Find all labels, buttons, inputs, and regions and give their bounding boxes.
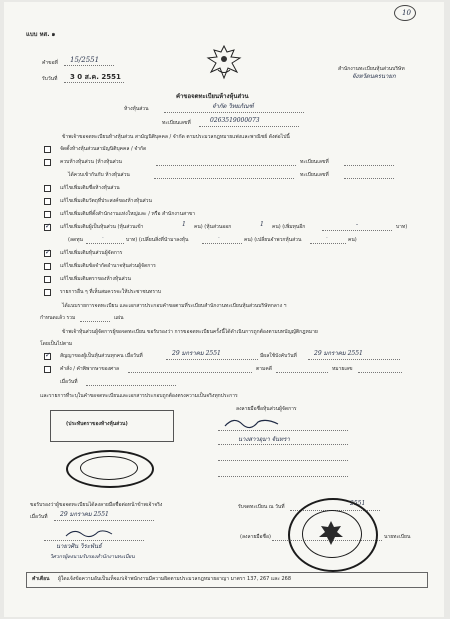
reg-no-value: 0263519000073 (210, 117, 260, 124)
option-1-checkbox[interactable] (44, 159, 51, 166)
sub-line-dots1 (86, 243, 124, 244)
corner-number: 10 (402, 9, 411, 17)
court-label: คำสั่ง / คำพิพากษาของศาล (60, 366, 120, 372)
sub-line-dots2 (202, 243, 242, 244)
option-10-checkbox[interactable] (44, 289, 51, 296)
received-line (64, 82, 124, 83)
option-4-label: แก้ไขเพิ่มเติมวัตถุที่ประสงค์ของห้างหุ้นส่วน (60, 198, 152, 204)
option-6-out-value: 1 (260, 221, 264, 228)
doc-no-line (64, 65, 114, 66)
form-page (4, 2, 444, 617)
option-4-checkbox[interactable] (44, 198, 51, 205)
contract-checkbox[interactable] (44, 353, 51, 360)
signature-line1 (218, 430, 348, 431)
court-line1 (128, 372, 252, 373)
effective-date: 29 มกราคม 2551 (314, 350, 363, 357)
option-6-increase-value: - (356, 221, 359, 228)
option-2-label: ได้ควบเข้ากันกับ ห้างหุ้นส่วน (68, 172, 130, 178)
option-9-checkbox[interactable] (44, 276, 51, 283)
garuda-emblem-icon (204, 42, 244, 82)
footer-date-label: เมื่อวันที่ (30, 514, 48, 520)
sub-line-part1: (ลดทุน (68, 237, 83, 243)
received-value: 3 0 ส.ค. 2551 (70, 73, 121, 81)
footer-received-label: ขอรับรองว่าผู้ขอจดทะเบียนได้ลงลายมือชื่อต่อหน้าข้าพเจ้าจริง (30, 502, 163, 508)
effective-date-line (308, 359, 400, 360)
form-code: แบบ หส. ๑ (26, 31, 56, 38)
registrar-label: (ลงลายมือชื่อ) (240, 534, 271, 540)
option-8-label: แก้ไขเพิ่มเติมข้อจำกัดอำนาจหุ้นส่วนผู้จัดการ (60, 263, 156, 269)
sub-line-dots3 (310, 243, 346, 244)
warning-text: ผู้ใดแจ้งข้อความอันเป็นเท็จแก่เจ้าพนักงานมีความผิดตามประมวลกฎหมายอาญา มาตรา 137, 267 และ 268 (58, 576, 292, 582)
option-0-checkbox[interactable] (44, 146, 51, 153)
company-seal-inner (80, 456, 138, 480)
signature-line3 (218, 460, 348, 461)
sub-line-part4: คน) (348, 237, 357, 243)
doc-no-label: คำขอที่ (42, 60, 58, 66)
option-6-suffix2: คน) (เพิ่มทุนอีก (272, 224, 306, 230)
agree-line: ข้าพเจ้าหุ้นส่วนผู้จัดการผู้ขอจดทะเบียน ขอรับรองว่า การขอจดทะเบียนครั้งนี้ได้ดำเนินการถูกต้องตามบทบัญญัติกฎหมาย (62, 329, 318, 335)
footer-date-value: 29 มกราคม 2551 (60, 511, 109, 518)
reg-no-line (199, 126, 299, 127)
sub-line-v2: - (218, 235, 220, 241)
option-0-label: จัดตั้งห้างหุ้นส่วนสามัญนิติบุคคล / จำกัด (60, 146, 147, 152)
contract-date: 29 มกราคม 2551 (172, 350, 221, 357)
signature-line4 (218, 476, 348, 477)
officer-title: วิศวกรผู้ลงนามรับรองสำนักงานทะเบียน (50, 554, 135, 560)
option-7-label: แก้ไขเพิ่มเติมหุ้นส่วนผู้จัดการ (60, 250, 123, 256)
option-6-in-value: 1 (182, 221, 186, 228)
form-title: คำขอจดทะเบียนห้างหุ้นส่วน (176, 93, 249, 100)
doc-no-value: 15/2551 (70, 56, 100, 64)
intro-text: ข้าพเจ้าขอจดทะเบียนห้างหุ้นส่วน สามัญนิติบุคคล / จำกัด ตามประมวลกฎหมายแพ่งและพาณิชย์ ดังต่อไปนี้ (62, 134, 290, 140)
warning-bold: คำเตือน (32, 576, 50, 582)
partnership-label: ห้างหุ้นส่วน (124, 106, 149, 112)
option-1-line2 (344, 165, 394, 166)
office-line2: จังหวัดนครนายก (352, 73, 396, 80)
partnership-line (164, 112, 304, 113)
pages-line2: กำหนดแล้ว รวม (40, 315, 76, 321)
sub-line-v1: - (102, 235, 104, 241)
option-8-checkbox[interactable] (44, 263, 51, 270)
option-6-suffix3: บาท) (396, 224, 408, 230)
pages-line: ได้แนบรายการจดทะเบียน และเอกสารประกอบคำขอตามที่ระเบียบสำนักงานทะเบียนหุ้นส่วนบริษัทกลาง ฯ (62, 303, 287, 309)
received-label: รับวันที่ (42, 76, 58, 82)
officer-name: นายวศิน วิระพันธ์ (56, 543, 102, 550)
officer-line1 (44, 540, 144, 541)
option-3-checkbox[interactable] (44, 185, 51, 192)
option-5-label: แก้ไขเพิ่มเติมที่ตั้งสำนักงานแห่งใหญ่และ / หรือ สำนักงานสาขา (60, 211, 196, 217)
option-10-label: รายการอื่น ๆ ที่เห็นสมควรจะให้ประชาชนทราบ (60, 289, 162, 295)
sub-line-v3: - (326, 235, 328, 241)
option-7-checkbox[interactable] (44, 250, 51, 257)
contract-label: สัญญาของผู้เป็นหุ้นส่วนทุกคน เมื่อวันที่ (60, 353, 143, 359)
option-1-suffix: ทะเบียนเลขที่ (300, 159, 329, 165)
option-5-checkbox[interactable] (44, 211, 51, 218)
pages-count-line (80, 321, 110, 322)
agree-line2: โดยเป็นไปตาม (40, 341, 73, 347)
contract-date-line (166, 359, 258, 360)
partnership-value: จำกัด วิทยภัณฑ์ (212, 103, 254, 110)
signature-caption: ลงลายมือชื่อหุ้นส่วนผู้จัดการ (236, 406, 297, 412)
option-6-label: แก้ไขเพิ่มเติมผู้เป็นหุ้นส่วน (หุ้นส่วนเข้า (60, 224, 144, 230)
footer-receipt-label: รับจดทะเบียน ณ วันที่ (238, 504, 285, 510)
corner-circle (394, 5, 416, 21)
signature-line2 (218, 444, 348, 445)
option-2-line2 (344, 178, 394, 179)
option-3-label: แก้ไขเพิ่มเติมชื่อห้างหุ้นส่วน (60, 185, 120, 191)
footer-date-line (54, 520, 154, 521)
option-1-line (156, 165, 296, 166)
signature-name: นางสาวอุมา จันทรา (238, 436, 290, 443)
court-checkbox[interactable] (44, 366, 51, 373)
pages-unit: แผ่น (114, 315, 124, 321)
registrar-seal-emblem-icon (316, 518, 346, 548)
when-line (86, 385, 176, 386)
reg-no-label: ทะเบียนเลขที่ (162, 120, 191, 126)
effective-label: มีผลใช้บังคับวันที่ (260, 353, 297, 359)
certify-text: และรายการที่ระบุในคำขอจดทะเบียนและเอกสารประกอบถูกต้องตรงความเป็นจริงทุกประการ (40, 393, 238, 399)
seal-caption: (ประทับตราของห้างหุ้นส่วน) (66, 421, 128, 427)
court-line2 (276, 372, 328, 373)
option-6-suffix: คน) (หุ้นส่วนออก (194, 224, 232, 230)
court-line3 (358, 372, 402, 373)
sub-line-part3: คน) (เปลี่ยนจำพวกหุ้นส่วน (244, 237, 302, 243)
when-label: เมื่อวันที่ (60, 379, 78, 385)
footer-receipt-value: 2551 (350, 500, 366, 507)
registrar-title: นายทะเบียน (384, 534, 411, 540)
sub-line-part2: บาท) (เปลี่ยนสิ่งที่นำมาลงหุ้น (126, 237, 189, 243)
office-line1: สำนักงานทะเบียนหุ้นส่วนบริษัท (338, 66, 405, 72)
option-1-label: ควบห้างหุ้นส่วน (ห้างหุ้นส่วน (60, 159, 122, 165)
option-6-checkbox[interactable] (44, 224, 51, 231)
option-2-line (154, 178, 294, 179)
court-mid: ตามคดี (256, 366, 272, 372)
court-end: หมายเลข (332, 366, 353, 372)
option-9-label: แก้ไขเพิ่มเติมตราของห้างหุ้นส่วน (60, 276, 131, 282)
option-2-suffix: ทะเบียนเลขที่ (300, 172, 329, 178)
option-6-increase-line (322, 230, 392, 231)
officer-signature-scribble (64, 526, 114, 540)
